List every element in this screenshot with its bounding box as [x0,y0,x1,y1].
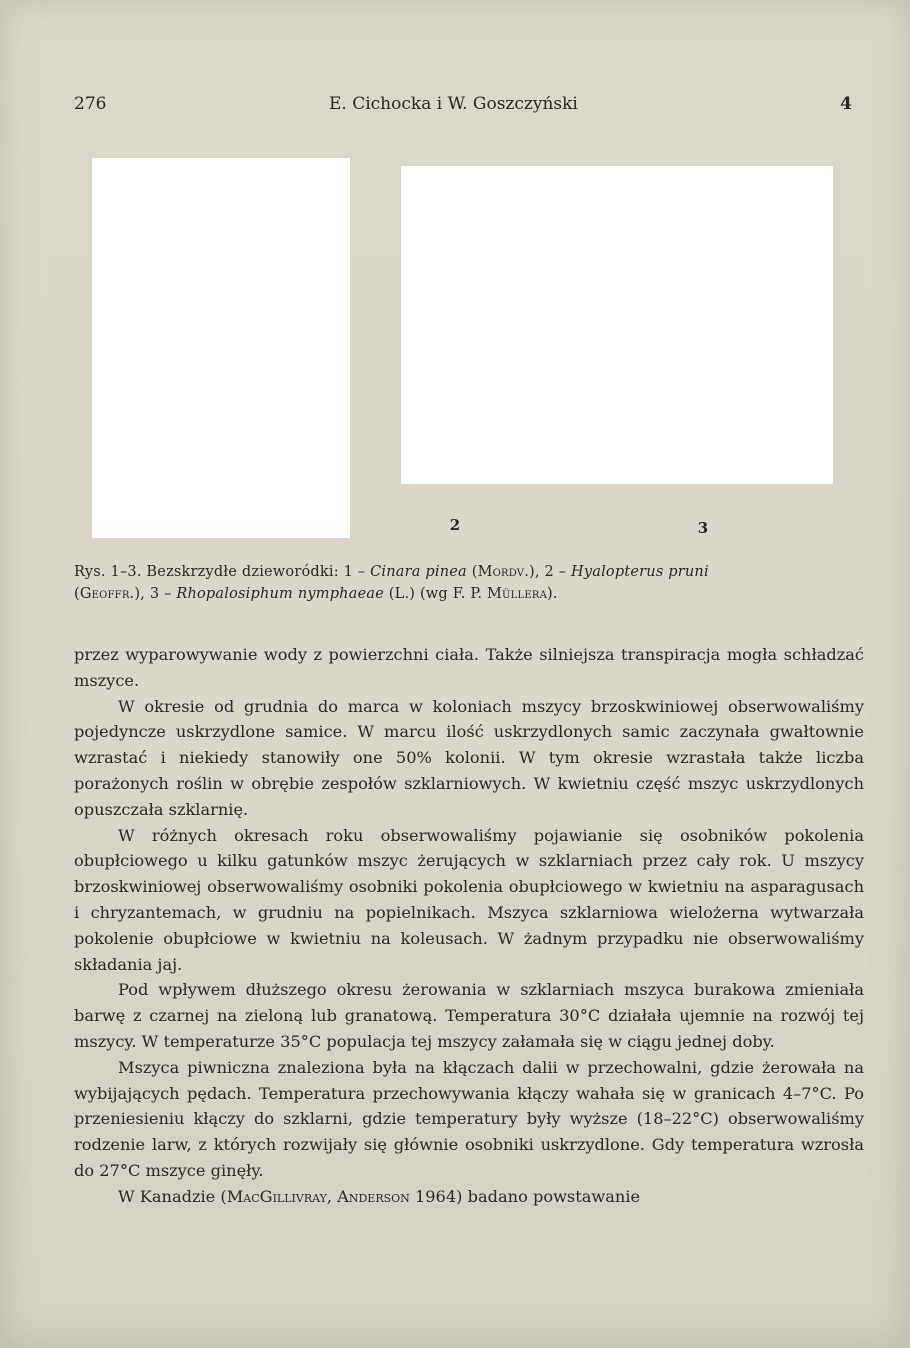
paragraph-6-start: W Kanadzie ( [118,1186,227,1206]
figure-caption [74,561,864,605]
caption-author-3: Müllera [486,586,547,602]
paragraph-6-end: 1964) badano powstawanie [409,1186,641,1206]
caption-sep-2: , 2 – [534,564,572,580]
figure-label-3: 3 [697,519,709,537]
figure-panel-2 [401,166,833,484]
citation-author-1: MacGillivray [226,1186,327,1206]
page-number: 276 [74,94,107,114]
citation-separator: , [326,1186,338,1206]
figure-label-2: 2 [449,516,461,534]
body-text [74,642,864,1210]
caption-author-3-post: ). [547,586,558,602]
paragraph-2: W okresie od grudnia do marca w koloniach mszycy brzoskwiniowej obserwowaliśmy pojedyncze uskrzydlone samice. W marcu ilość uskrzydlonych samic zaczynała gwałtownie wzrastać i niekiedy stanowiły one 50% kolonii. W tym okresie wzrastała także liczba porażonych roślin w obrębie zespołów szklarniowych. W kwietniu część mszyc uskrzydlonych opuszczała szklarnię. [74,696,864,819]
caption-author-3-pre: (L.) (wg F. P. [383,586,487,602]
caption-species-2: Hyalopterus pruni [571,564,709,580]
caption-sep-3: , 3 – [140,586,177,602]
caption-prefix: Rys. 1–3. Bezskrzydłe dzieworódki: 1 – [74,564,371,580]
citation-author-2: Anderson [337,1186,410,1206]
paragraph-5: Mszyca piwniczna znaleziona była na kłączach dalii w przechowalni, gdzie żerowała na wybijających pędach. Temperatura przechowywania kłączy wahała się w granicach 4–7°C. Po przeniesieniu kłączy do szklarni, gdzie temperatury były wyższe (18–22°C) obserwowaliśmy rodzenie larw, z których rozwijały się głównie osobniki uskrzydlone. Gdy temperatura wzrosła do 27°C mszyce ginęły. [74,1057,864,1180]
caption-author-2: (Geoffr.) [74,586,141,602]
caption-species-3: Rhopalosiphum nymphaeae [176,586,384,602]
page-header [74,94,864,118]
paragraph-3: W różnych okresach roku obserwowaliśmy pojawianie się osobników pokolenia obupłciowego u kilku gatunków mszyc żerujących w szklarniach przez cały rok. U mszycy brzoskwiniowej obserwowaliśmy osobniki pokolenia obupłciowego w kwietniu na asparagusach i chryzantemach, w grudniu na popielnikach. Mszyca szklarniowa wielożerna wytwarzała pokolenie obupłciowe w kwietniu na koleusach. W żadnym przypadku nie obserwowaliśmy składania jaj. [74,825,864,974]
caption-author-1: (Mordv.) [471,564,535,580]
running-title: E. Cichocka i W. Goszczyński [329,94,578,114]
figure-panel-1 [92,158,350,538]
paragraph-6 [74,1184,864,1210]
paragraph-1: przez wyparowywanie wody z powierzchni ciała. Także silniejsza transpiracja mogła schładzać mszyce. [74,645,864,690]
section-number: 4 [840,94,852,114]
paragraph-4: Pod wpływem dłuższego okresu żerowania w szklarniach mszyca burakowa zmieniała barwę z czarnej na zieloną lub granatową. Temperatura 30°C działała ujemnie na rozwój tej mszycy. W temperaturze 35°C populacja tej mszycy załamała się w ciągu jednej doby. [74,980,864,1051]
caption-species-1: Cinara pinea [370,564,467,580]
